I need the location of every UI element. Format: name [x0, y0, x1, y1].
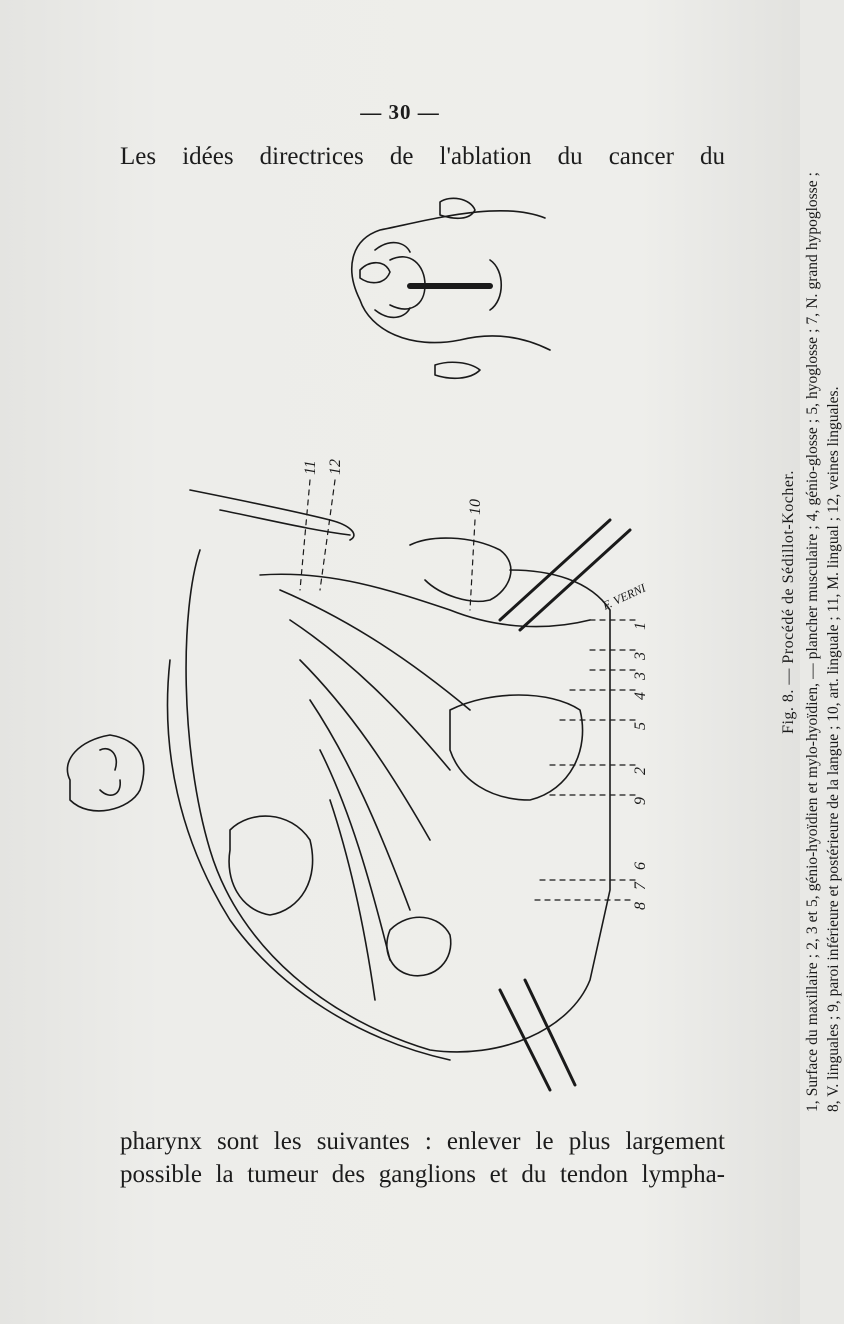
label-9: 9	[632, 797, 649, 805]
dissection-outline	[168, 490, 631, 1090]
figure-title: Fig. 8. — Procédé de Sédillot-Kocher.	[780, 470, 797, 734]
label-8: 8	[632, 902, 649, 910]
label-4: 4	[632, 692, 649, 700]
nose-sketch	[67, 735, 143, 811]
body-text-line-bottom-1: pharynx sont les suivantes : enlever le plus largement	[120, 1128, 725, 1155]
artist-signature: F. VERNI	[600, 580, 648, 613]
label-3a: 3	[632, 652, 649, 660]
face-sketch	[352, 198, 550, 378]
page-number: — 30 —	[360, 100, 440, 124]
body-text-line-top: Les idées directrices de l'ablation du cancer du	[120, 143, 725, 170]
figure-legend: 1, Surface du maxillaire ; 2, 3 et 5, génio-hyoïdien et mylo-hyoïdien, — plancher musculaire ; 4, génio-glosse ; 5, hyoglosse ; 7, N. grand hypoglosse ; 8, V. linguales ; 9, paroi inférieure et postérieure de la langue ; 10, art. linguale ; 11, M. lingual ; 12, veines linguales.	[804, 172, 842, 1112]
label-2: 2	[632, 767, 649, 775]
label-1: 1	[632, 622, 649, 630]
label-12: 12	[327, 459, 344, 475]
label-5: 5	[632, 722, 649, 730]
label-11: 11	[302, 460, 319, 475]
label-10: 10	[467, 499, 484, 515]
body-text-line-bottom-2: possible la tumeur des ganglions et du tendon lympha-	[120, 1161, 725, 1188]
surgical-illustration	[30, 190, 700, 1120]
label-7: 7	[632, 882, 649, 890]
label-6: 6	[632, 862, 649, 870]
anatomical-figure	[30, 190, 700, 1120]
label-3b: 3	[632, 672, 649, 680]
figure-caption	[780, 172, 844, 1112]
